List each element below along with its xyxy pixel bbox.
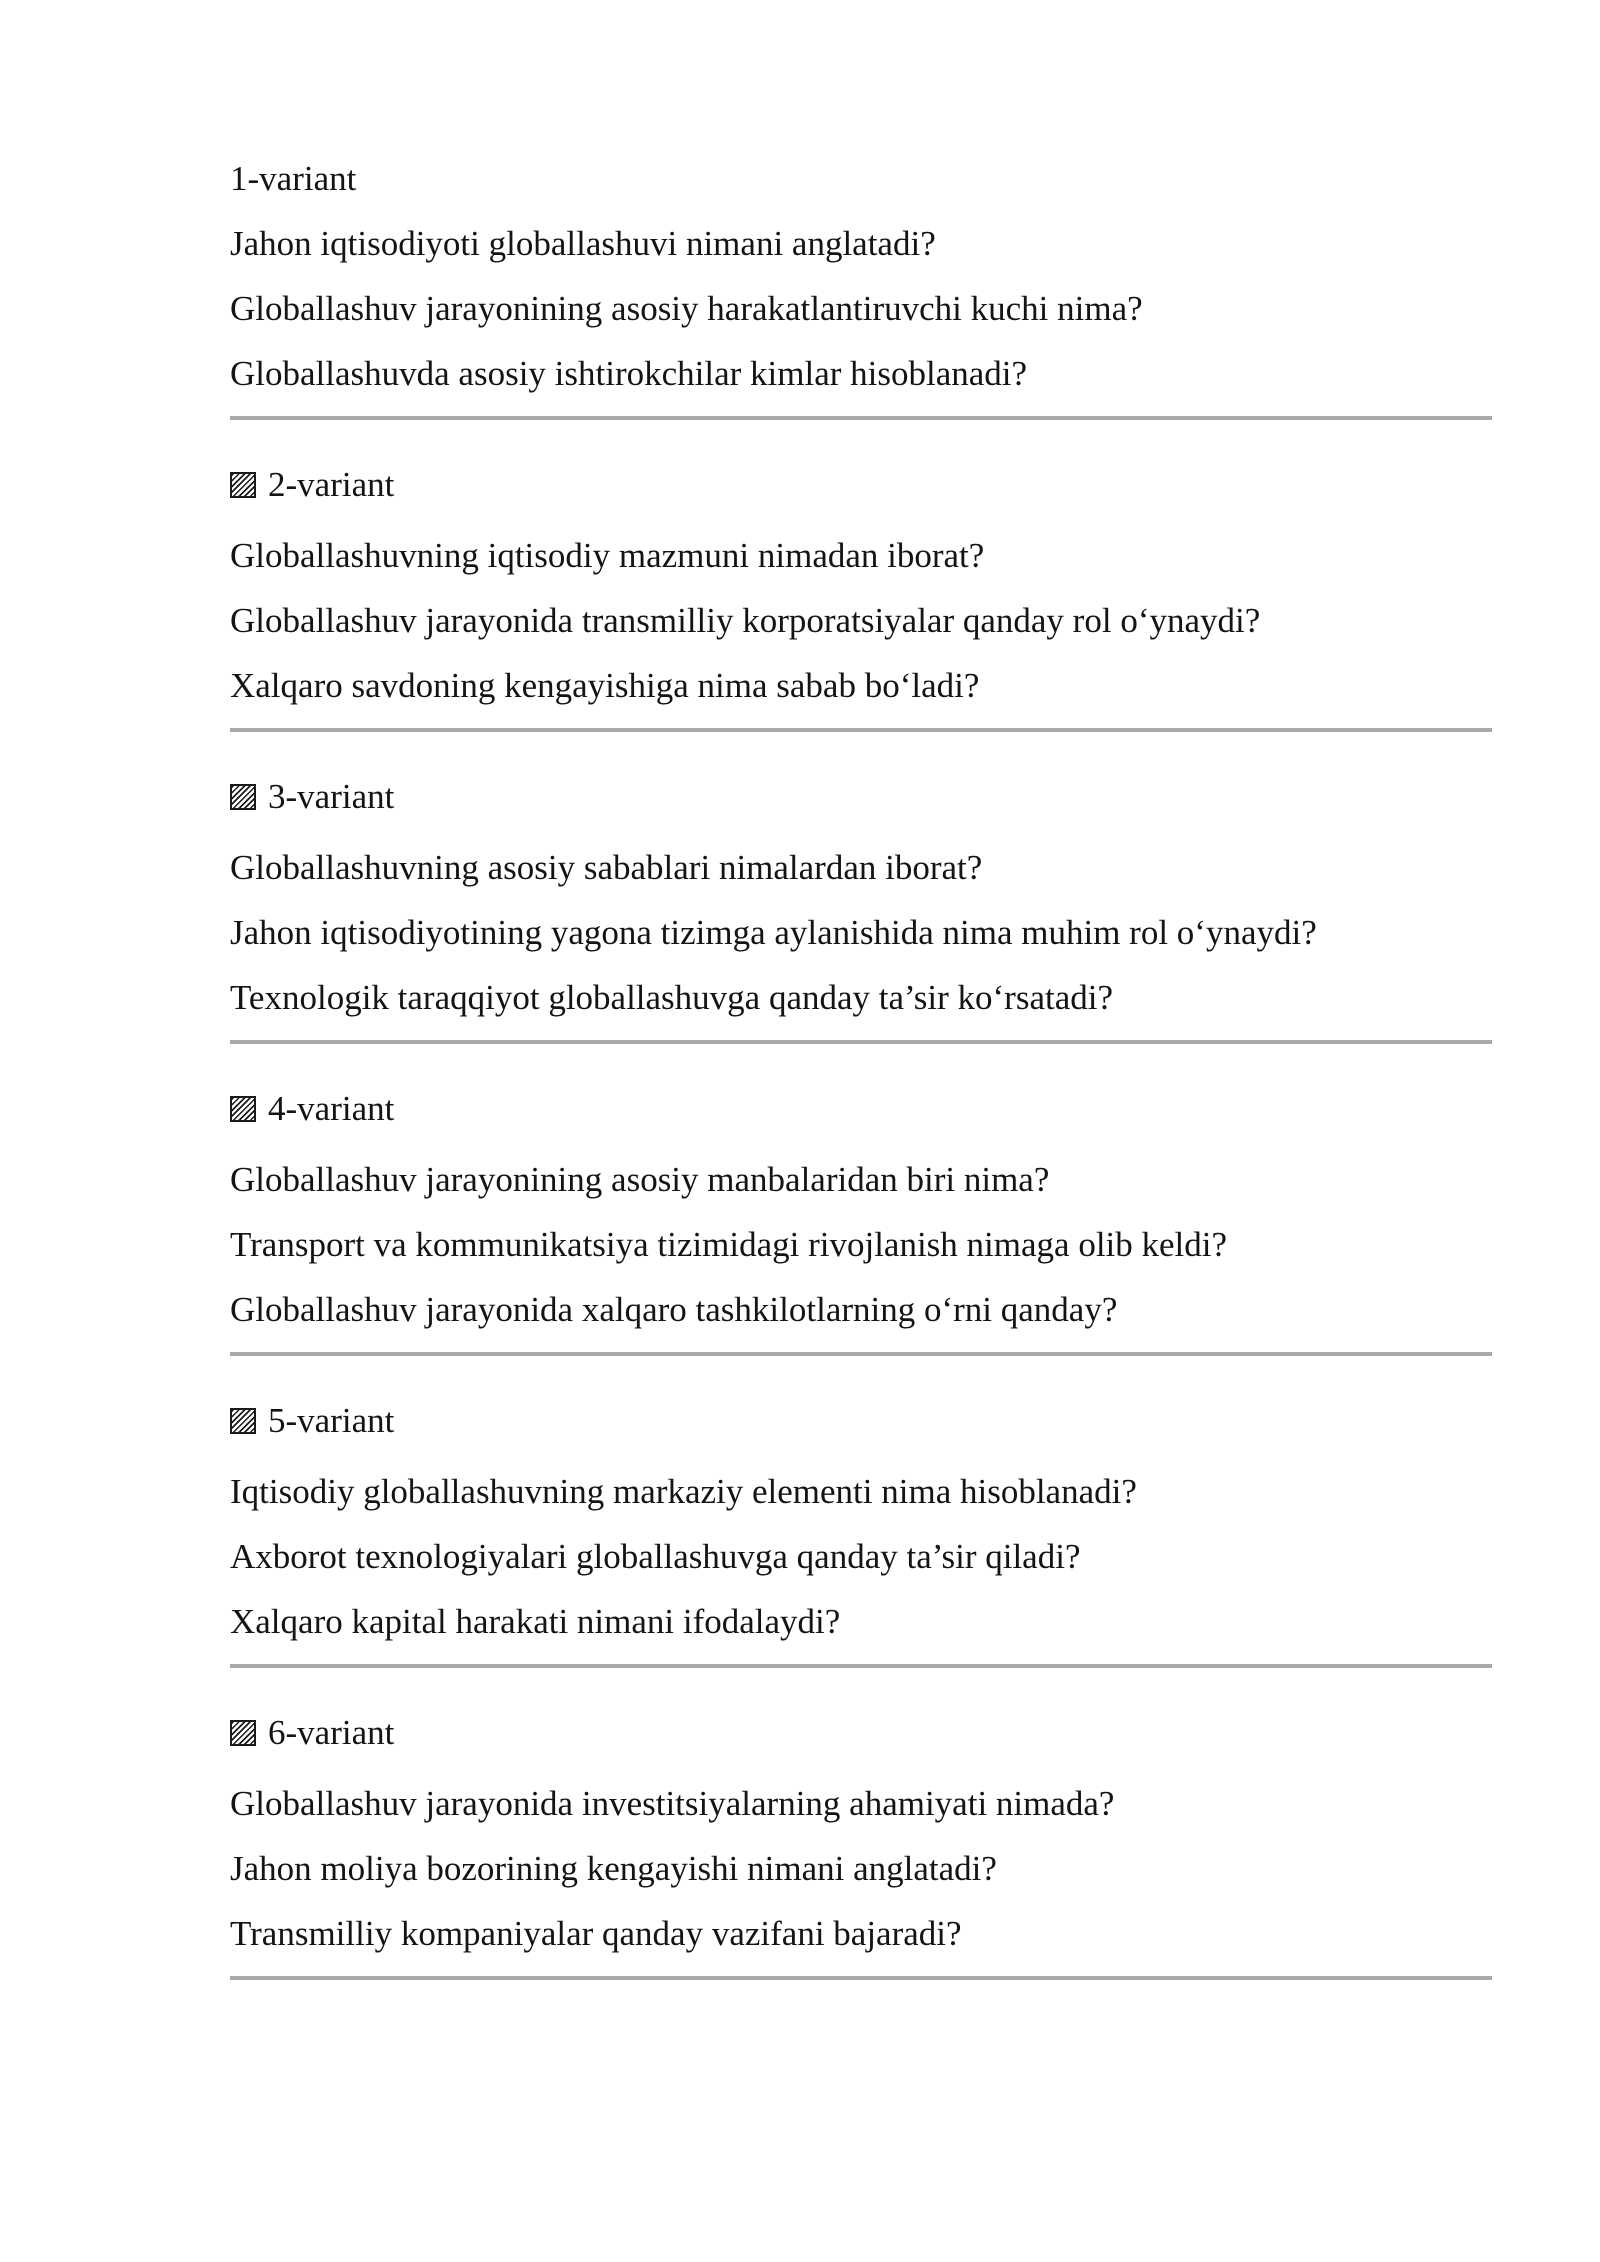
variant-title: 3-variant bbox=[268, 777, 395, 816]
question-item: Jahon moliya bozorining kengayishi nimani anglatadi? bbox=[230, 1849, 997, 1888]
question-item: Globallashuvning iqtisodiy mazmuni nimadan iborat? bbox=[230, 536, 985, 575]
section-divider bbox=[230, 1352, 1492, 1356]
question-item: Iqtisodiy globallashuvning markaziy elementi nima hisoblanadi? bbox=[230, 1472, 1137, 1511]
document-page bbox=[230, 146, 1492, 1980]
question-item: Globallashuv jarayonining asosiy manbalaridan biri nima? bbox=[230, 1160, 1050, 1199]
question-item: Jahon iqtisodiyoti globallashuvi nimani anglatadi? bbox=[230, 224, 936, 263]
hatched-square-icon bbox=[230, 1408, 256, 1434]
variant-section-4 bbox=[230, 1076, 1492, 1356]
variant-section-6 bbox=[230, 1700, 1492, 1980]
question-item: Axborot texnologiyalari globallashuvga qanday ta’sir qiladi? bbox=[230, 1537, 1081, 1576]
variant-section-2 bbox=[230, 452, 1492, 732]
question-list bbox=[230, 1771, 1492, 1966]
question-item: Xalqaro savdoning kengayishiga nima sabab bo‘ladi? bbox=[230, 666, 980, 705]
variant-section-5 bbox=[230, 1388, 1492, 1668]
question-item: Globallashuvning asosiy sabablari nimalardan iborat? bbox=[230, 848, 983, 887]
hatched-square-icon bbox=[230, 472, 256, 498]
question-item: Transport va kommunikatsiya tizimidagi rivojlanish nimaga olib keldi? bbox=[230, 1225, 1228, 1264]
variant-title: 4-variant bbox=[268, 1089, 395, 1128]
variant-title: 2-variant bbox=[268, 465, 395, 504]
question-list bbox=[230, 211, 1492, 406]
variant-heading bbox=[230, 764, 1492, 829]
section-divider bbox=[230, 416, 1492, 420]
variant-title: 1-variant bbox=[230, 159, 357, 198]
question-item: Globallashuv jarayonida transmilliy korporatsiyalar qanday rol o‘ynaydi? bbox=[230, 601, 1261, 640]
variant-section-1 bbox=[230, 146, 1492, 420]
section-divider bbox=[230, 728, 1492, 732]
question-item: Globallashuvda asosiy ishtirokchilar kimlar hisoblanadi? bbox=[230, 354, 1028, 393]
hatched-square-icon bbox=[230, 784, 256, 810]
variant-title: 5-variant bbox=[268, 1401, 395, 1440]
question-item: Transmilliy kompaniyalar qanday vazifani bajaradi? bbox=[230, 1914, 962, 1953]
question-item: Xalqaro kapital harakati nimani ifodalaydi? bbox=[230, 1602, 841, 1641]
question-item: Globallashuv jarayonining asosiy harakatlantiruvchi kuchi nima? bbox=[230, 289, 1143, 328]
hatched-square-icon bbox=[230, 1720, 256, 1746]
variant-heading bbox=[230, 1076, 1492, 1141]
question-list bbox=[230, 835, 1492, 1030]
question-list bbox=[230, 523, 1492, 718]
section-divider bbox=[230, 1976, 1492, 1980]
variant-heading bbox=[230, 1700, 1492, 1765]
variant-title: 6-variant bbox=[268, 1713, 395, 1752]
section-divider bbox=[230, 1664, 1492, 1668]
hatched-square-icon bbox=[230, 1096, 256, 1122]
variant-heading bbox=[230, 452, 1492, 517]
question-list bbox=[230, 1147, 1492, 1342]
variant-heading bbox=[230, 1388, 1492, 1453]
variant-section-3 bbox=[230, 764, 1492, 1044]
question-item: Texnologik taraqqiyot globallashuvga qanday ta’sir ko‘rsatadi? bbox=[230, 978, 1113, 1017]
question-item: Globallashuv jarayonida xalqaro tashkilotlarning o‘rni qanday? bbox=[230, 1290, 1118, 1329]
section-divider bbox=[230, 1040, 1492, 1044]
question-item: Jahon iqtisodiyotining yagona tizimga aylanishida nima muhim rol o‘ynaydi? bbox=[230, 913, 1317, 952]
question-item: Globallashuv jarayonida investitsiyalarning ahamiyati nimada? bbox=[230, 1784, 1115, 1823]
variant-heading bbox=[230, 146, 1492, 211]
question-list bbox=[230, 1459, 1492, 1654]
